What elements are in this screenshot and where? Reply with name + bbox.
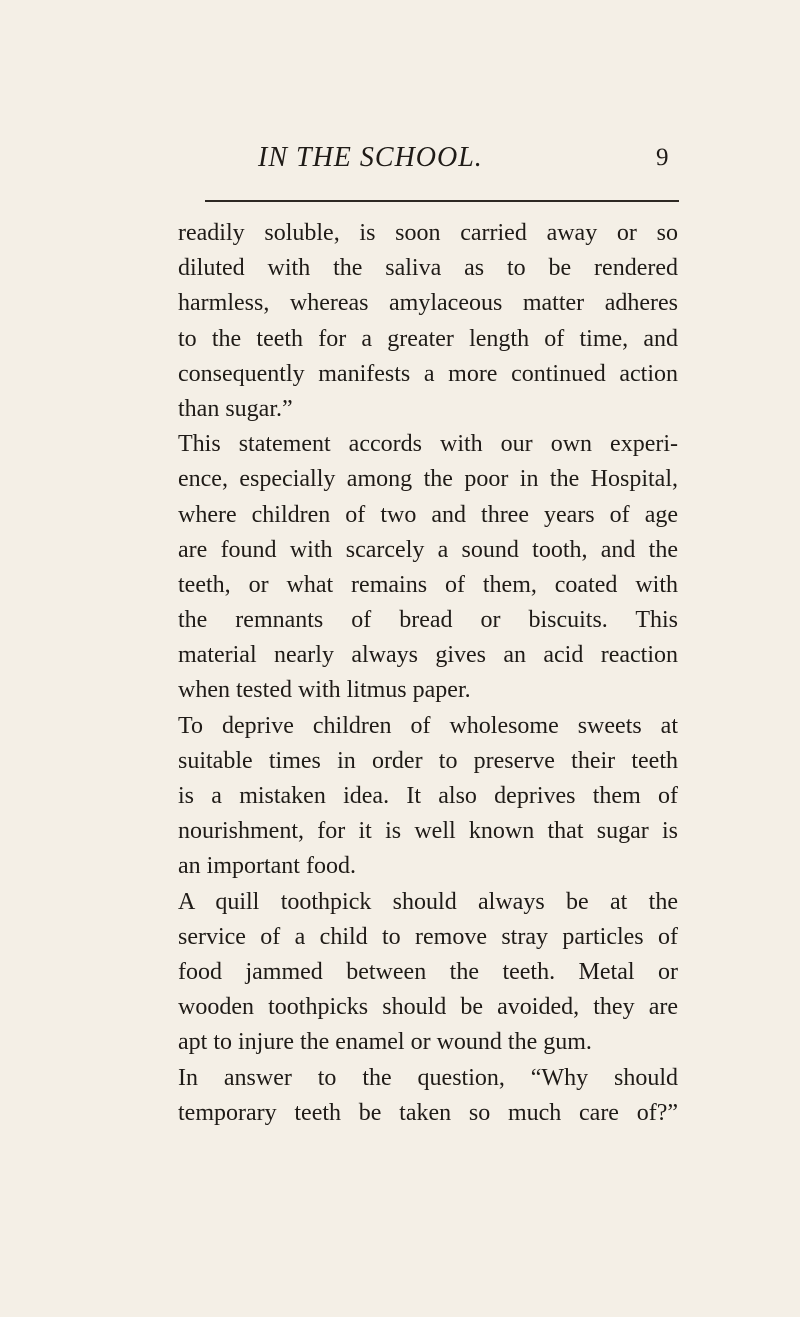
text-line: apt to injure the enamel or wound the gum. <box>178 1029 592 1056</box>
text-line: suitable times in order to preserve their teeth <box>178 747 678 774</box>
text-line: material nearly always gives an acid reaction <box>178 642 678 669</box>
header-rule <box>205 200 679 202</box>
text-line: In answer to the question, “Why should <box>178 1064 678 1091</box>
text-line: nourishment, for it is well known that sugar is <box>178 818 678 845</box>
text-line: readily soluble, is soon carried away or so <box>178 220 678 246</box>
body-text <box>178 216 678 1131</box>
text-line: the remnants of bread or biscuits. This <box>178 607 678 634</box>
text-line: wooden toothpicks should be avoided, they are <box>178 994 678 1021</box>
text-line: an important food. <box>178 853 356 880</box>
text-line: to the teeth for a greater length of time, and <box>178 325 678 352</box>
page-number: 9 <box>656 144 669 171</box>
text-line: A quill toothpick should always be at the <box>178 888 678 915</box>
text-line: food jammed between the teeth. Metal or <box>178 958 678 985</box>
text-line: To deprive children of wholesome sweets at <box>178 712 678 739</box>
text-line: when tested with litmus paper. <box>178 677 471 704</box>
text-line: teeth, or what remains of them, coated with <box>178 571 678 598</box>
running-head <box>258 142 678 174</box>
text-line: is a mistaken idea. It also deprives them of <box>178 783 678 809</box>
text-line: are found with scarcely a sound tooth, and the <box>178 536 678 563</box>
text-line: service of a child to remove stray particles of <box>178 923 678 950</box>
running-head-title: IN THE SCHOOL. <box>258 142 483 173</box>
text-line: harmless, whereas amylaceous matter adheres <box>178 290 678 317</box>
text-line: than sugar.” <box>178 395 293 422</box>
text-line: temporary teeth be taken so much care of?” <box>178 1099 678 1126</box>
text-line: This statement accords with our own experi- <box>178 431 678 458</box>
text-line: ence, especially among the poor in the Hospital, <box>178 466 678 493</box>
text-line: diluted with the saliva as to be rendered <box>178 255 678 282</box>
text-line: consequently manifests a more continued action <box>178 360 678 387</box>
text-line: where children of two and three years of age <box>178 501 678 528</box>
